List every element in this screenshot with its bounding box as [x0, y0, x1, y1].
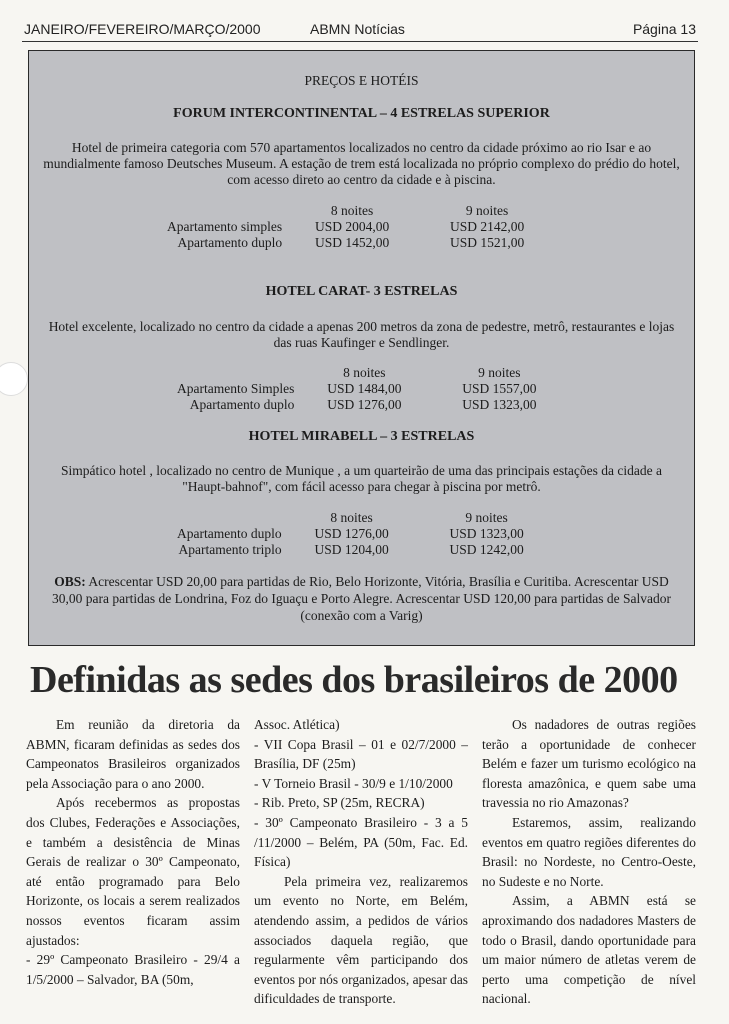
column-header: 9 noites: [478, 365, 521, 380]
price-table: [177, 365, 544, 413]
price: USD 1276,00: [314, 526, 389, 541]
room-type: Apartamento Simples: [177, 381, 295, 396]
paragraph: - VII Copa Brasil – 01 e 02/7/2000 – Brasília, DF (25m): [254, 736, 468, 772]
room-type: Apartamento duplo: [189, 397, 295, 412]
issue-date: JANEIRO/FEVEREIRO/MARÇO/2000: [24, 21, 261, 37]
price: USD 2004,00: [314, 219, 390, 234]
price: USD 1276,00: [327, 397, 402, 412]
hotel-description: [39, 319, 684, 351]
description-line: do hotel, com acesso direto ao centro da cidade e à piscina.: [227, 156, 680, 187]
prices-hotels-box: [28, 50, 695, 646]
paragraph: - V Torneio Brasil - 30/9 e 1/10/2000: [254, 775, 453, 791]
observation-text: Acrescentar USD 20,00 para partidas de Rio, Belo Horizonte, Vitória, Brasília e Curitiba.: [85, 574, 572, 589]
price-table: [177, 510, 532, 558]
description-line: Hotel de primeira categoria com 570 apartamentos localizados no centro da cidade próximo ao rio Isar e ao: [71, 140, 652, 155]
column-header: 9 noites: [465, 203, 509, 218]
paragraph: Pela primeira vez, realizaremos um evento no Norte, em Belém, atendendo assim, a pedidos de vários associados daquela região, que regularmente vêm participando dos eventos por nós organizados, apesar das dificuldades de transporte.: [254, 873, 468, 1007]
table-row: [177, 397, 544, 413]
description-line: a "Haupt-bahnof", com fácil acesso para chegar à piscina por metrô.: [182, 463, 662, 494]
page-number: Página 13: [632, 21, 696, 37]
paragraph: Assim, a ABMN está se aproximando dos nadadores Masters de todo o Brasil, dando oportunidade para um maior número de atletas verem de perto uma competição de nível nacional.: [482, 893, 696, 1007]
table-row: [177, 526, 532, 542]
column-header: 8 noites: [343, 365, 386, 380]
paragraph: - Rib. Preto, SP (25m, RECRA): [254, 795, 425, 811]
column-header: 8 noites: [330, 203, 374, 218]
publication-name: ABMN Notícias: [310, 21, 405, 37]
paragraph: Estaremos, assim, realizando eventos em quatro regiões diferentes do Brasil: no Nordeste, no Centro-Oeste, no Sudeste e no Norte.: [482, 814, 696, 889]
price: USD 1557,00: [462, 381, 537, 396]
hotel-name: HOTEL CARAT- 3 ESTRELAS: [265, 284, 458, 299]
paragraph: Após recebermos as propostas dos Clubes, Federações e Associações, e também a desistência de Minas Gerais de realizar o 30º Campeonato, até então programado para Belo Horizonte, os locais a serem realizados nossos eventos ficaram assim ajustados:: [26, 795, 240, 948]
punch-hole: [0, 362, 28, 396]
page-header: [22, 18, 698, 42]
hotel-description: [39, 463, 684, 495]
box-title: PREÇOS E HOTÉIS: [304, 73, 419, 88]
price: USD 2142,00: [449, 219, 525, 234]
price: USD 1323,00: [462, 397, 537, 412]
table-row: [177, 381, 544, 397]
column-header: 8 noites: [330, 510, 373, 525]
paragraph: - 30º Campeonato Brasileiro - 3 a 5 /11/2000 – Belém, PA (50m, Fac. Ed. Física): [254, 814, 468, 870]
room-type: Apartamento triplo: [178, 542, 282, 557]
room-type: Apartamento duplo: [177, 526, 282, 541]
observations: [39, 573, 684, 624]
article-column-2: [254, 715, 468, 1009]
paragraph: Assoc. Atlética): [254, 717, 340, 732]
paragraph: - 29º Campeonato Brasileiro - 29/4 a 1/5/2000 – Salvador, BA (50m,: [26, 952, 240, 987]
article-column-1: [26, 715, 240, 989]
table-row: [167, 235, 532, 251]
paragraph: Em reunião da diretoria da ABMN, ficaram definidas as sedes dos Campeonatos Brasileiros organizados pela Associação para o ano 2000.: [26, 717, 240, 791]
observation-line: Acrescentar USD 120,00 para partidas de Salvador (conexão com a Varig): [300, 591, 671, 623]
description-line: mundialmente famoso Deutsches Museum. A estação de trem está localizada no próprio complexo do prédio: [43, 156, 630, 171]
hotel-description: [39, 140, 684, 188]
table-row: [177, 542, 532, 558]
hotel-name: HOTEL MIRABELL – 3 ESTRELAS: [248, 429, 475, 444]
article-column-3: [482, 715, 696, 1009]
description-line: Simpático hotel , localizado no centro de Munique , a um quarteirão de uma das principais estações da cidade: [61, 463, 653, 478]
price: USD 1521,00: [449, 235, 525, 250]
price: USD 1323,00: [449, 526, 524, 541]
paragraph: Os nadadores de outras regiões terão a oportunidade de conhecer Belém e fazer um turismo ecológico na floresta amazônica, e quem sabe uma travessia no rio Amazonas?: [482, 717, 696, 811]
observation-line: Acrescentar USD 30,00 para partidas de Londrina, Foz do Iguaçu e Porto Alegre.: [52, 574, 669, 606]
hotel-name: FORUM INTERCONTINENTAL – 4 ESTRELAS SUPERIOR: [173, 106, 550, 121]
table-row: [167, 219, 532, 235]
price: USD 1452,00: [314, 235, 390, 250]
description-line: Hotel excelente, localizado no centro da cidade a apenas 200 metros da zona de pedestre, metrô,: [48, 319, 569, 334]
room-type: Apartamento simples: [167, 219, 283, 234]
observation-line: [54, 574, 571, 589]
obs-label: OBS:: [54, 574, 86, 589]
column-header: 9 noites: [465, 510, 508, 525]
price: USD 1204,00: [314, 542, 389, 557]
price-table: [167, 203, 532, 251]
room-type: Apartamento duplo: [177, 235, 283, 250]
description-line: restaurantes e lojas das ruas Kaufinger e Sendlinger.: [273, 319, 675, 350]
price: USD 1242,00: [449, 542, 524, 557]
article-headline: Definidas as sedes dos brasileiros de 2000: [30, 659, 678, 701]
price: USD 1484,00: [327, 381, 402, 396]
